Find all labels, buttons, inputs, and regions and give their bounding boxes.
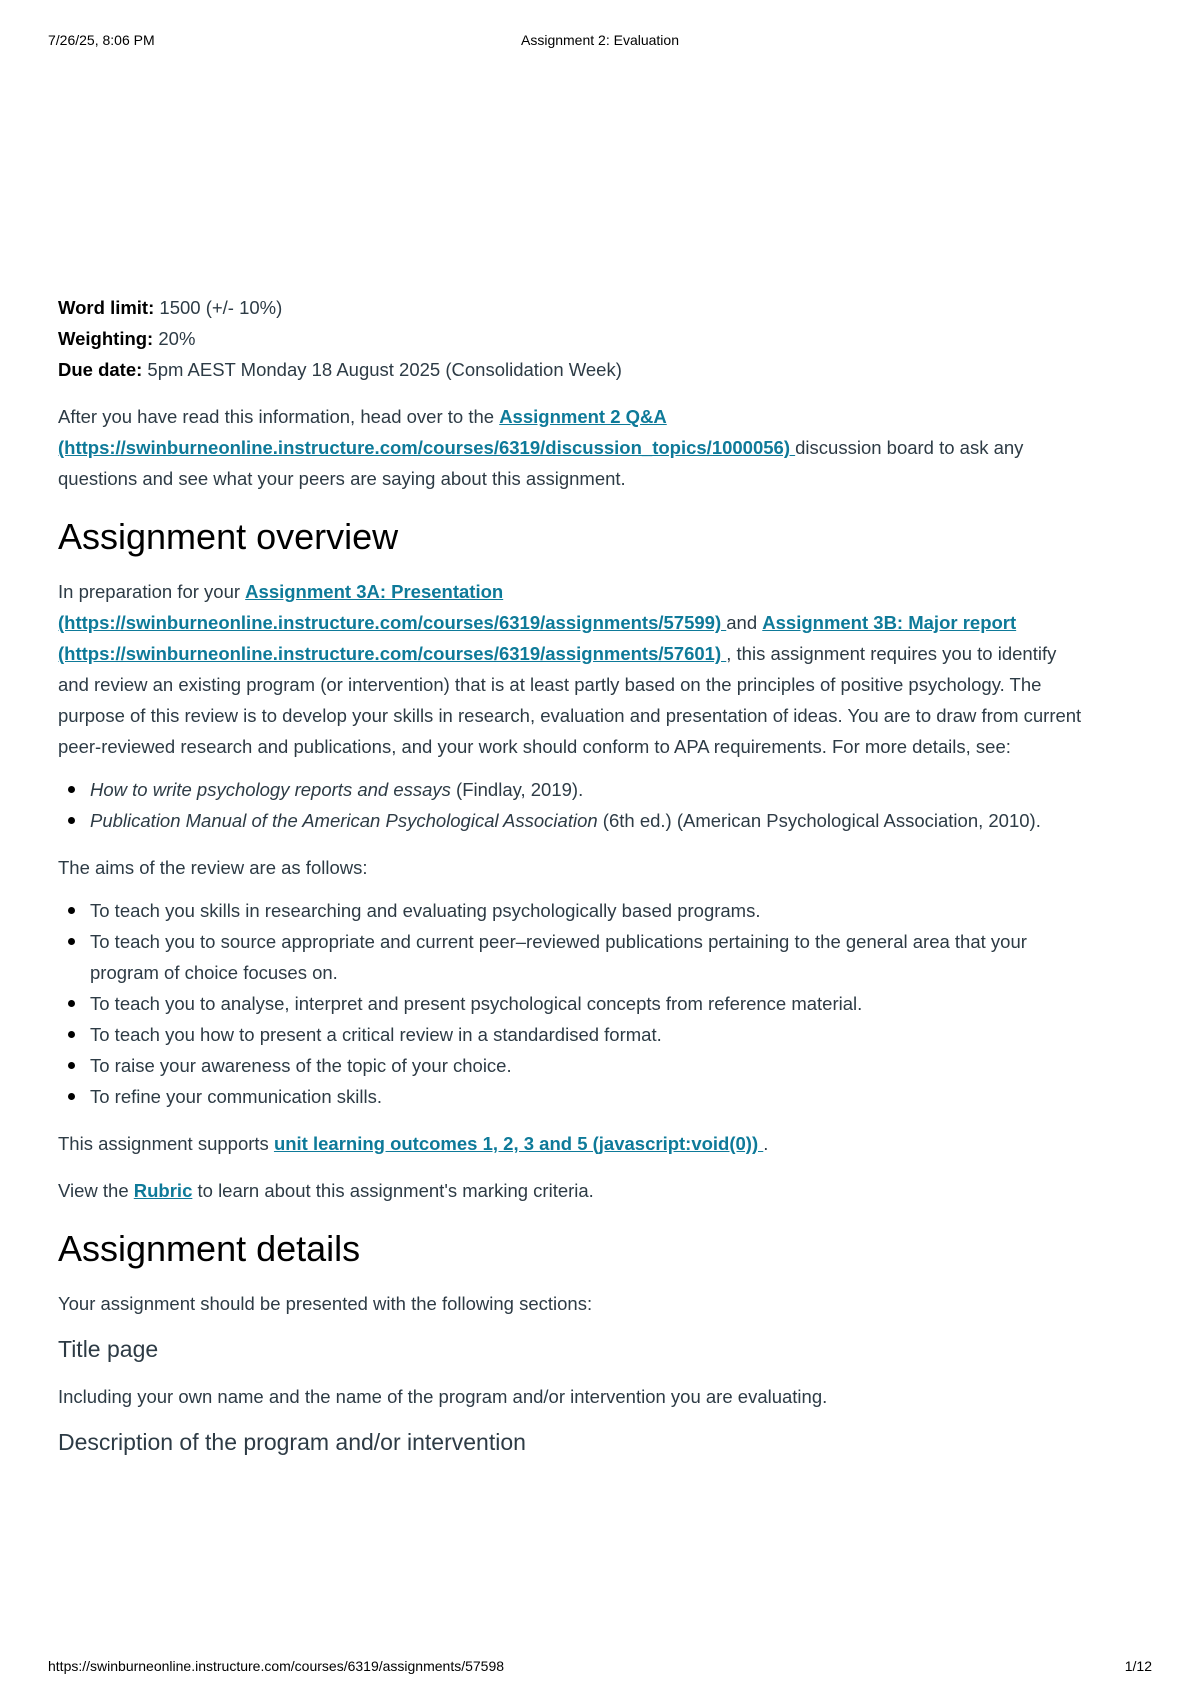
due-date-label: Due date: [58, 359, 143, 380]
bullet-icon [68, 1031, 75, 1038]
aims-intro: The aims of the review are as follows: [58, 857, 368, 878]
overview-text-after: , this assignment requires you to identify and review an existing program (or intervention) that is at least partly based on the principles of positive psychology. The purpose of this review is to develop your skills in research, evaluation and presentation of ideas. You are to draw from current peer-reviewed research and publications, and your work should conform to APA requirements. For more details, see: [58, 643, 1082, 757]
details-intro: Your assignment should be presented with the following sections: [58, 1293, 593, 1314]
page-number: 1/12 [1124, 1658, 1152, 1674]
rubric-paragraph [58, 1175, 1088, 1206]
print-footer [48, 1658, 1152, 1676]
rubric-link[interactable]: Rubric [133, 1180, 193, 1201]
learning-outcomes-link[interactable]: unit learning outcomes 1, 2, 3 and 5 (javascript:void(0)) [273, 1133, 764, 1154]
reference-details: (6th ed.) (American Psychological Association, 2010). [597, 810, 1041, 831]
weighting-value: 20% [153, 328, 196, 349]
assignment-content [58, 292, 1088, 1458]
title-page-heading: Title page [58, 1336, 159, 1362]
description-heading: Description of the program and/or intervention [58, 1429, 526, 1455]
list-item [90, 805, 1088, 836]
list-item [90, 1081, 1088, 1112]
list-item [90, 895, 1088, 926]
aim-text: To raise your awareness of the topic of your choice. [90, 1055, 512, 1076]
reference-title: How to write psychology reports and essays [90, 779, 451, 800]
print-header [48, 32, 1152, 50]
aim-text: To teach you to analyse, interpret and present psychological concepts from reference material. [90, 993, 863, 1014]
bullet-icon [68, 1093, 75, 1100]
aim-text: To teach you to source appropriate and current peer–reviewed publications pertaining to the general area that your program of choice focuses on. [90, 931, 1027, 983]
print-url: https://swinburneonline.instructure.com/courses/6319/assignments/57598 [48, 1658, 505, 1674]
reference-title: Publication Manual of the American Psychological Association [90, 810, 598, 831]
aims-list [58, 895, 1088, 1112]
print-title: Assignment 2: Evaluation [521, 32, 679, 48]
list-item [90, 1019, 1088, 1050]
details-heading: Assignment details [58, 1228, 361, 1269]
reference-details: (Findlay, 2019). [450, 779, 584, 800]
rubric-text-before: View the [58, 1180, 134, 1201]
intro-paragraph [58, 401, 1088, 494]
intro-text-before: After you have read this information, head over to the [58, 406, 500, 427]
supports-text-after: . [763, 1133, 769, 1154]
learning-outcomes-paragraph [58, 1128, 1088, 1159]
weighting-line [58, 323, 1088, 354]
references-list [58, 774, 1088, 836]
supports-text-before: This assignment supports [58, 1133, 274, 1154]
rubric-text-after: to learn about this assignment's marking criteria. [192, 1180, 594, 1201]
assignment-3a-link[interactable]: Assignment 3A: Presentation (https://swinburneonline.instructure.com/courses/6319/assignments/57599) [58, 581, 727, 633]
list-item [90, 988, 1088, 1019]
bullet-icon [68, 1062, 75, 1069]
list-item [90, 926, 1088, 988]
overview-text-mid: and [726, 612, 763, 633]
aim-text: To refine your communication skills. [90, 1086, 382, 1107]
due-date-value: 5pm AEST Monday 18 August 2025 (Consolidation Week) [142, 359, 622, 380]
word-limit-value: 1500 (+/- 10%) [154, 297, 283, 318]
title-page-text: Including your own name and the name of the program and/or intervention you are evaluating. [58, 1386, 828, 1407]
print-datetime: 7/26/25, 8:06 PM [48, 32, 155, 48]
intro-text-after: discussion board to ask any questions and see what your peers are saying about this assignment. [58, 437, 1024, 489]
overview-heading: Assignment overview [58, 516, 399, 557]
bullet-icon [68, 938, 75, 945]
aim-text: To teach you how to present a critical review in a standardised format. [90, 1024, 662, 1045]
bullet-icon [68, 817, 75, 824]
list-item [90, 774, 1088, 805]
overview-text-before: In preparation for your [58, 581, 246, 602]
weighting-label: Weighting: [58, 328, 154, 349]
word-limit-label: Word limit: [58, 297, 155, 318]
bullet-icon [68, 907, 75, 914]
word-limit-line [58, 292, 1088, 323]
assignment-3b-link[interactable]: Assignment 3B: Major report (https://swinburneonline.instructure.com/courses/6319/assignments/57601) [58, 612, 1017, 664]
bullet-icon [68, 786, 75, 793]
bullet-icon [68, 1000, 75, 1007]
qa-discussion-link[interactable]: Assignment 2 Q&A (https://swinburneonline.instructure.com/courses/6319/discussion_topics/1000056) [58, 406, 796, 458]
aim-text: To teach you skills in researching and evaluating psychologically based programs. [90, 900, 761, 921]
list-item [90, 1050, 1088, 1081]
overview-paragraph [58, 576, 1088, 762]
due-date-line [58, 354, 1088, 385]
